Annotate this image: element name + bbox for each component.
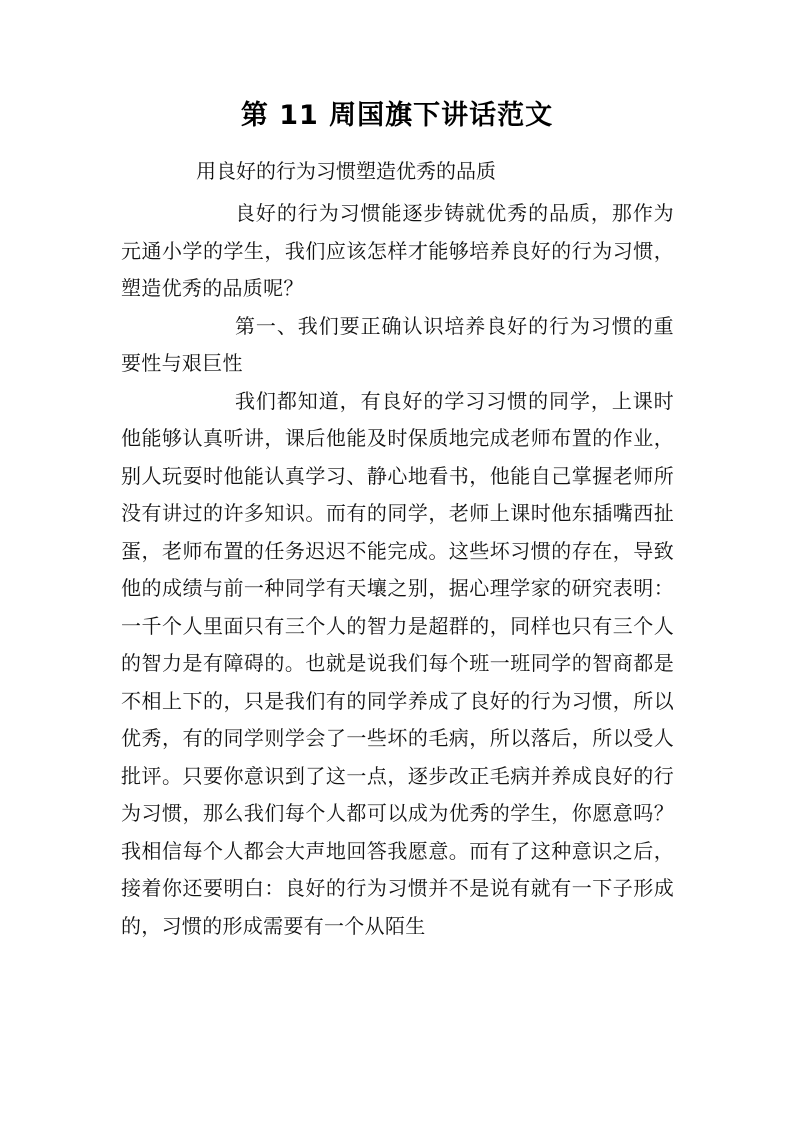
paragraph: 良好的行为习惯能逐步铸就优秀的品质，那作为元通小学的学生，我们应该怎样才能够培养良好的行为习惯，塑造优秀的品质呢？	[121, 201, 674, 300]
paragraph: 第一、我们要正确认识培养良好的行为习惯的重要性与艰巨性	[121, 313, 674, 375]
document-body	[121, 195, 674, 945]
document-subtitle: 用良好的行为习惯塑造优秀的品质	[196, 159, 496, 183]
document-title: 第 11 周国旗下讲话范文	[240, 100, 554, 131]
paragraph: 我们都知道，有良好的学习习惯的同学，上课时他能够认真听讲，课后他能及时保质地完成老师布置的作业，别人玩耍时他能认真学习、静心地看书，他能自己掌握老师所没有讲过的许多知识。而有的同学，老师上课时他东插嘴西扯蛋，老师布置的任务迟迟不能完成。这些坏习惯的存在，导致他的成绩与前一种同学有天壤之别，据心理学家的研究表明：一千个人里面只有三个人的智力是超群的，同样也只有三个人的智力是有障碍的。也就是说我们每个班一班同学的智商都是不相上下的，只是我们有的同学养成了良好的行为习惯，所以优秀，有的同学则学会了一些坏的毛病，所以落后，所以受人批评。只要你意识到了这一点，逐步改正毛病并养成良好的行为习惯，那么我们每个人都可以成为优秀的学生，你愿意吗？我相信每个人都会大声地回答我愿意。而有了这种意识之后，接着你还要明白：良好的行为习惯并不是说有就有一下子形成的，习惯的形成需要有一个从陌生	[121, 388, 674, 938]
